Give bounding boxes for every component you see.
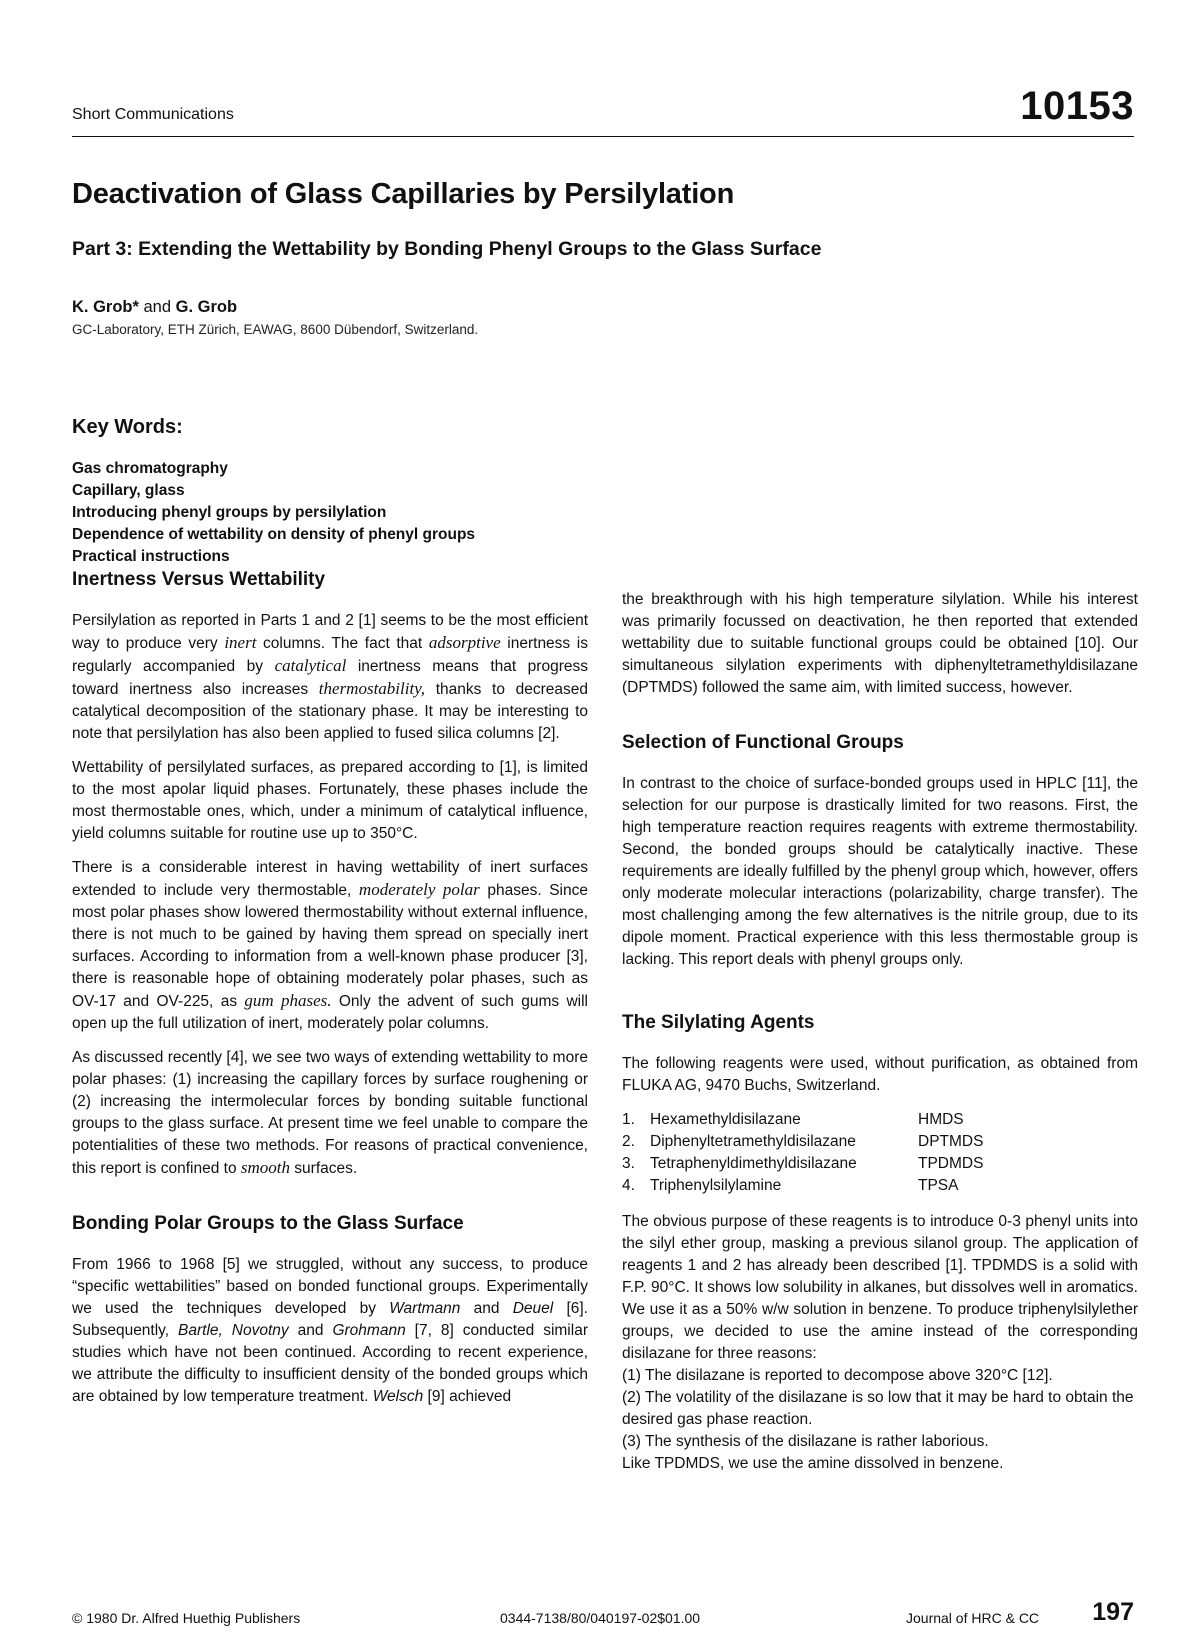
paper-subtitle: Part 3: Extending the Wettability by Bonding Phenyl Groups to the Glass Surface — [72, 238, 822, 260]
section-heading-silylating-agents: The Silylating Agents — [622, 1012, 815, 1033]
paragraph: the breakthrough with his high temperature silylation. While his interest was primarily focussed on deactivation, he then reported that extended wettability due to suitable functional groups could be obtained [10]. Our simultaneous silylation experiments with diphenyltetramethyldisilazane (DPTMDS) followed the same aim, with limited success, however. — [622, 591, 1138, 696]
author-conjunction: and — [138, 298, 176, 316]
keyword-item: Capillary, glass — [72, 482, 185, 499]
list-item: (1) The disilazane is reported to decompose above 320°C [12]. — [622, 1367, 1053, 1384]
paragraph: From 1966 to 1968 [5] we struggled, without any success, to produce “specific wettabilities” based on bonded functional groups. Experimentally we used the techniques developed by Wartmann and Deuel [6]. Subsequently, Bartle, Novotny and Grohmann [7, 8] conducted similar studies which have not been continued. According to recent experience, we attribute the difficulty to insufficient density of the bonded groups which are obtained by low temperature treatment. Welsch [9] achieved — [72, 1256, 588, 1405]
affiliation: GC-Laboratory, ETH Zürich, EAWAG, 8600 Dübendorf, Switzerland. — [72, 322, 479, 337]
reagent-list — [622, 1109, 983, 1197]
keywords-heading: Key Words: — [72, 416, 183, 438]
list-item: Like TPDMDS, we use the amine dissolved in benzene. — [622, 1455, 1004, 1472]
paragraph: Wettability of persilylated surfaces, as prepared according to [1], is limited to the most apolar liquid phases. Fortunately, these phases include the most thermostable ones, which, under a minimum of catalytical influence, yield columns suitable for routine use up to 350°C. — [72, 759, 588, 842]
paragraph: The obvious purpose of these reagents is to introduce 0-3 phenyl units into the silyl ether group, masking a previous silanol group. The application of reagents 1 and 2 has already been described [1]. TPDMDS is a solid with F.P. 90°C. It shows low solubility in alkanes, but dissolves well in aromatics. We use it as a 50% w/w solution in benzene. To produce triphenylsilylether groups, we decided to use the amine instead of the corresponding disilazane for three reasons: — [622, 1213, 1138, 1362]
section-heading-selection: Selection of Functional Groups — [622, 732, 904, 753]
keyword-item: Dependence of wettability on density of phenyl groups — [72, 526, 476, 543]
list-item: 3. Tetraphenyldimethyldisilazane TPDMDS — [622, 1155, 984, 1172]
article-number: 10153 — [1020, 84, 1134, 128]
list-item: 4. Triphenylsilylamine TPSA — [622, 1177, 959, 1194]
paragraph: The following reagents were used, without purification, as obtained from FLUKA AG, 9470 Buchs, Switzerland. — [622, 1055, 1138, 1094]
footer-copyright: © 1980 Dr. Alfred Huethig Publishers — [72, 1610, 301, 1626]
reasons-list — [622, 1365, 1138, 1475]
list-item: (3) The synthesis of the disilazane is rather laborious. — [622, 1433, 989, 1450]
footer-journal: Journal of HRC & CC — [906, 1610, 1040, 1626]
keyword-item: Gas chromatography — [72, 460, 228, 477]
author-1: K. Grob* — [72, 298, 139, 316]
header-rule — [72, 136, 1134, 137]
paragraph: Persilylation as reported in Parts 1 and 2 [1] seems to be the most efficient way to produce very inert columns. The fact that adsorptive inertness is regularly accompanied by catalytical inertness means that progress toward inertness also increases thermostability, thanks to decreased catalytical decomposition of the stationary phase. It may be interesting to note that persilylation has also been applied to fused silica columns [2]. — [72, 612, 589, 742]
list-item: 2. Diphenyltetramethyldisilazane DPTMDS — [622, 1133, 984, 1150]
section-heading-bonding: Bonding Polar Groups to the Glass Surface — [72, 1213, 464, 1234]
keyword-item: Introducing phenyl groups by persilylation — [72, 504, 387, 521]
footer-code: 0344-7138/80/040197-02$01.00 — [500, 1610, 701, 1626]
author-line — [72, 298, 237, 317]
paper-title: Deactivation of Glass Capillaries by Persilylation — [72, 178, 735, 210]
paragraph: As discussed recently [4], we see two ways of extending wettability to more polar phases: (1) increasing the capillary forces by surface roughening or (2) increasing the intermolecular forces by bonding suitable functional groups to the glass surface. At present time we feel unable to compare the potentialities of these two methods. For reasons of practical convenience, this report is confined to smooth surfaces. — [72, 1049, 588, 1177]
left-column — [72, 568, 588, 1420]
section-heading-inertness: Inertness Versus Wettability — [72, 569, 326, 590]
running-header-section: Short Communications — [72, 106, 234, 123]
keywords-list — [72, 458, 475, 568]
paragraph: In contrast to the choice of surface-bonded groups used in HPLC [11], the selection for our purpose is drastically limited for two reasons. First, the high temperature reaction requires reagents with extreme thermostability. Second, the bonded groups should be catalytically inactive. These requirements are ideally fulfilled by the phenyl group which, however, offers only moderate molecular interactions (polarizability, charge transfer). The most challenging among the few alternatives is the nitrile group, due to its dipole moment. Practical experience with this less thermostable group is lacking. This report deals with phenyl groups only. — [622, 775, 1138, 968]
list-item: (2) The volatility of the disilazane is so low that it may be hard to obtain the desired gas phase reaction. — [622, 1389, 1134, 1428]
list-item: 1. Hexamethyldisilazane HMDS — [622, 1111, 964, 1128]
paragraph: There is a considerable interest in having wettability of inert surfaces extended to include very thermostable, moderately polar phases. Since most polar phases show lowered thermostability without external influence, there is not much to be gained by having them spread on specially inert surfaces. According to information from a well-known phase producer [3], there is reasonable hope of obtaining moderately polar phases, such as OV-17 and OV-225, as gum phases. Only the advent of such gums will open up the full utilization of inert, moderately polar columns. — [72, 859, 588, 1032]
author-2: G. Grob — [175, 298, 238, 316]
right-column — [622, 589, 1138, 1475]
keyword-item: Practical instructions — [72, 548, 230, 565]
page-number: 197 — [1092, 1598, 1134, 1626]
